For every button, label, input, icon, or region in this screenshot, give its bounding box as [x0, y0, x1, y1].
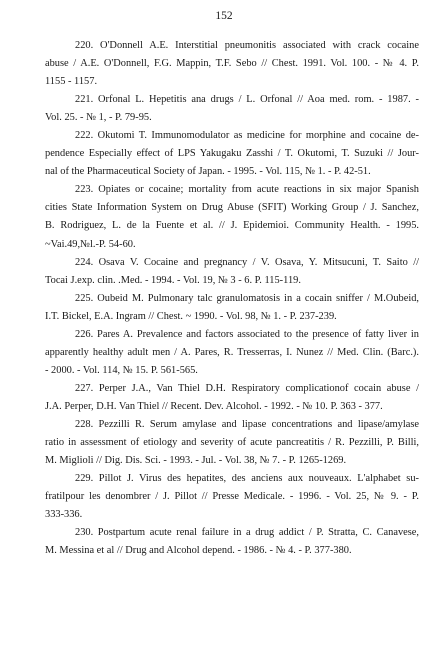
reference-entry	[45, 37, 419, 91]
reference-list	[45, 37, 419, 560]
reference-line: 221. Orfonal L. Hepetitis ana drugs / L. Orfonal // Aoa med. rom. - 1987. -	[75, 94, 419, 106]
reference-line: Tocai J.exp. clin. .Med. - 1994. - Vol. 19, № 3 - 6. P. 115-119.	[45, 274, 301, 286]
reference-entry	[45, 290, 419, 326]
reference-line: 220. O'Donnell A.E. Interstitial pneumonitis associated with crack cocaine	[75, 40, 419, 51]
reference-line: M. Miglioli // Dig. Dis. Sci. - 1993. - Jul. - Vol. 38, № 7. - P. 1265-1269.	[45, 455, 347, 467]
reference-line: 229. Pillot J. Virus des hepatites, des anciens aux nouveaux. L'alphabet su-	[75, 473, 419, 485]
reference-line: 222. Okutomi T. Immunomodulator as medicine for morphine and cocaine de-	[75, 130, 419, 142]
reference-line: M. Messina et al // Drug and Alcohol depend. - 1986. - № 4. - P. 377-380.	[45, 545, 352, 557]
reference-entry	[45, 380, 419, 416]
reference-line: 226. Pares A. Prevalence and factors associated to the presence of fatty liver in	[75, 328, 419, 340]
reference-line: J.A. Perper, D.H. Van Thiel // Recent. Dev. Alcohol. - 1992. - № 10. P. 363 - 377.	[45, 400, 383, 412]
reference-line: - 2000. - Vol. 114, № 15. P. 561-565.	[45, 364, 198, 376]
reference-line: 230. Postpartum acute renal failure in a drug addict / P. Stratta, C. Canavese,	[75, 527, 419, 539]
reference-line: 223. Opiates or cocaine; mortality from acute reactions in six major Spanish	[75, 184, 419, 196]
reference-entry	[45, 254, 419, 290]
reference-line: cities State Information System on Drug Abuse (SFIT) Working Group / J. Sanchez,	[45, 202, 419, 214]
reference-line: apparently healthy adult men / A. Pares, R. Tresserras, I. Nunez // Med. Clin. (Barc.).	[45, 346, 419, 358]
reference-line: fratilpour les denombrer / J. Pillot // Presse Medicale. - 1996. - Vol. 25, № 9. - P.	[45, 491, 419, 503]
reference-entry	[45, 181, 419, 253]
reference-line: I.T. Bickel, E.A. Ingram // Chest. ~ 1990. - Vol. 98, № 1. - P. 237-239.	[45, 310, 337, 322]
reference-entry	[45, 524, 419, 560]
reference-line: 225. Oubeid M. Pulmonary talc granulomatosis in a cocain sniffer / M.Oubeid,	[75, 292, 419, 304]
reference-entry	[45, 91, 419, 127]
reference-line: 333-336.	[45, 509, 83, 521]
reference-entry	[45, 416, 419, 470]
reference-line: Vol. 25. - № 1, - P. 79-95.	[45, 112, 152, 124]
reference-line: pendence Especially effect of LPS Yakugaku Zasshi / T. Okutomi, T. Suzuki // Jour-	[45, 148, 419, 160]
reference-line: ratio in assessment of etiology and severity of acute pancreatitis / R. Pezzilli, P. Billi,	[45, 437, 419, 449]
reference-entry	[45, 326, 419, 380]
reference-line: ~Vai.49,№l.-P. 54-60.	[45, 238, 136, 250]
reference-line: 224. Osava V. Cocaine and pregnancy / V. Osava, Y. Mitsucuni, T. Saito //	[75, 256, 419, 268]
reference-line: 227. Perper J.A., Van Thiel D.H. Respiratory complicationof cocain abuse /	[75, 382, 419, 394]
reference-entry	[45, 470, 419, 524]
page-number: 152	[215, 10, 233, 22]
reference-line: nal of the Pharmaceutical Society of Japan. - 1995. - Vol. 115, № 1. - P. 42-51.	[45, 166, 371, 178]
reference-line: B. Rodriguez, L. de la Fuente et al. // J. Epidemioi. Community Health. - 1995.	[45, 220, 419, 232]
reference-line: abuse / A.E. O'Donnell, F.G. Mappin, T.F. Sebo // Chest. 1991. Vol. 100. - № 4. P.	[45, 58, 419, 70]
reference-line: 228. Pezzilli R. Serum amylase and lipase concentrations and lipase/amylase	[75, 418, 419, 430]
reference-line: 1155 - 1157.	[45, 76, 98, 88]
reference-entry	[45, 127, 419, 181]
